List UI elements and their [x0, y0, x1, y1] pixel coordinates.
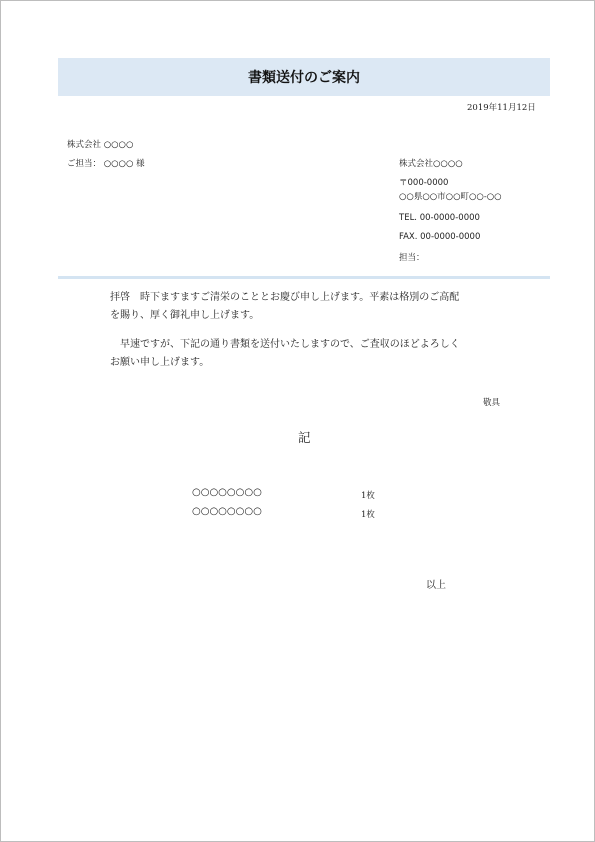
item-name: ○○○○○○○○: [192, 487, 262, 498]
sender-contact: 担当：: [399, 253, 425, 263]
greeting-line-1: 拝啓 時下ますますご清栄のこととお慶び申し上げます。平素は格別のご高配: [110, 292, 460, 303]
greeting-line-3: 早速ですが、下記の通り書類を送付いたしますので、ご査収のほどよろしく: [110, 339, 460, 350]
item-quantity: 1枚: [361, 510, 375, 520]
recipient-company: 株式会社 ○○○○: [67, 140, 134, 150]
sender-tel: TEL. 00-0000-0000: [399, 213, 480, 223]
sender-fax: FAX. 00-0000-0000: [399, 232, 481, 242]
document-title: 書類送付のご案内: [248, 70, 360, 86]
sender-company: 株式会社○○○○: [399, 159, 463, 169]
item-name: ○○○○○○○○: [192, 506, 262, 517]
title-band: [58, 58, 550, 96]
sender-address: ○○県○○市○○町○○-○○: [399, 192, 502, 202]
document-date: 2019年11月12日: [467, 103, 536, 113]
recipient-person: ご担当： ○○○○ 様: [67, 159, 145, 169]
ijo-end-mark: 以上: [426, 580, 446, 591]
ki-heading: 記: [298, 430, 311, 445]
closing-keigu: 敬具: [483, 398, 501, 408]
section-divider: [58, 276, 550, 279]
greeting-line-2: を賜り、厚く御礼申し上げます。: [110, 310, 260, 321]
greeting-line-4: お願い申し上げます。: [110, 357, 210, 368]
sender-postal: 〒000-0000: [399, 178, 449, 188]
item-quantity: 1枚: [361, 491, 375, 501]
